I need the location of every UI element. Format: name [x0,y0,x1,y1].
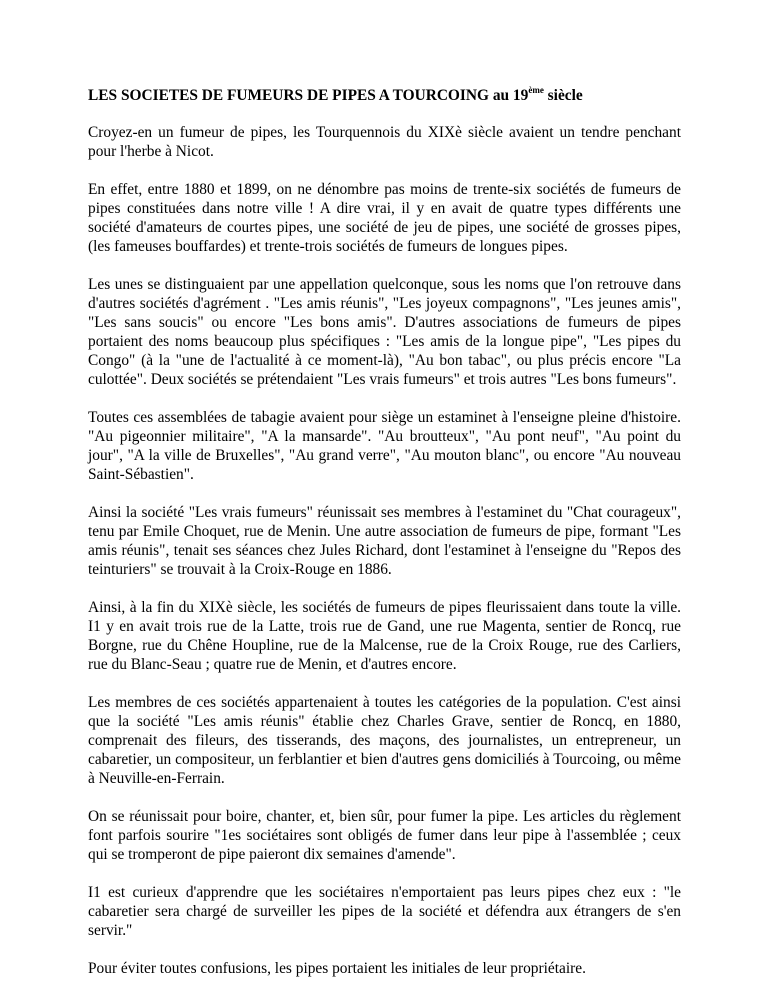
title-tail: siècle [543,87,583,104]
paragraph-locations: Ainsi, à la fin du XIXè siècle, les sociétés de fumeurs de pipes fleurissaient dans toute la ville. I1 y en avait trois rue de la Latte, trois rue de Gand, une rue Magenta, sentier de Roncq, rue Borgne, rue du Chêne Houpline, rue de la Malcense, rue de la Croix Rouge, rue des Carliers, rue du Blanc-Seau ; quatre rue de Menin, et d'autres encore. [88,599,681,673]
paragraph-initials: Pour éviter toutes confusions, les pipes portaient les initiales de leur propriétaire. [88,960,586,977]
document-title [88,86,681,105]
document-page [88,76,681,997]
paragraph-society-names: Les unes se distinguaient par une appellation quelconque, sous les noms que l'on retrouve dans d'autres sociétés d'agrément . "Les amis réunis", "Les joyeux compagnons", "Les jeunes amis", "Les sans soucis" ou encore "Les bons amis". D'autres associations de fumeurs de pipes portaient des noms beaucoup plus spécifiques : "Les amis de la longue pipe", "Les pipes du Congo" (à la "une de l'actualité à ce moment-là), "Au bon tabac", ou plus précis encore "La culottée". Deux sociétés se prétendaient "Les vrais fumeurs" et trois autres "Les bons fumeurs". [88,276,681,388]
paragraph-rules: On se réunissait pour boire, chanter, et, bien sûr, pour fumer la pipe. Les articles du règlement font parfois sourire "1es sociétaires sont obligés de fumer dans leur pipe à l'assemblée ; ceux qui se tromperont de pipe paieront dix semaines d'amende". [88,808,681,863]
paragraph-estaminets: Toutes ces assemblées de tabagie avaient pour siège un estaminet à l'enseigne pleine d'histoire. "Au pigeonnier militaire", "A la mansarde". "Au broutteux", "Au pont neuf", "Au point du jour", "A la ville de Bruxelles", "Au grand verre", "Au mouton blanc", ou encore "Au nouveau Saint-Sébastien". [88,409,681,483]
paragraph-pipe-storage: I1 est curieux d'apprendre que les sociétaires n'emportaient pas leurs pipes chez eux : "le cabaretier sera chargé de surveiller les pipes de la société et défendra aux étrangers de s'en servir." [88,884,681,939]
title-superscript: ème [528,85,544,95]
title-main: LES SOCIETES DE FUMEURS DE PIPES A TOURCOING au 19 [88,87,529,104]
paragraph-societies-count: En effet, entre 1880 et 1899, on ne dénombre pas moins de trente-six sociétés de fumeurs de pipes constituées dans notre ville ! A dire vrai, il y en avait de quatre types différents une société d'amateurs de courtes pipes, une société de jeu de pipes, une société de grosses pipes, (les fameuses bouffardes) et trente-trois sociétés de fumeurs de longues pipes. [88,181,681,255]
paragraph-members: Les membres de ces sociétés appartenaient à toutes les catégories de la population. C'est ainsi que la société "Les amis réunis" établie chez Charles Grave, sentier de Roncq, en 1880, comprenait des fileurs, des tisserands, des maçons, des journalistes, un entrepreneur, un cabaretier, un compositeur, un ferblantier et bien d'autres gens domiciliés à Tourcoing, ou même à Neuville-en-Ferrain. [88,694,681,787]
paragraph-intro: Croyez-en un fumeur de pipes, les Tourquennois du XIXè siècle avaient un tendre penchant pour l'herbe à Nicot. [88,124,681,160]
paragraph-examples: Ainsi la société "Les vrais fumeurs" réunissait ses membres à l'estaminet du "Chat courageux", tenu par Emile Choquet, rue de Menin. Une autre association de fumeurs de pipe, formant "Les amis réunis", tenait ses séances chez Jules Richard, dont l'estaminet à l'enseigne du "Repos des teinturiers" se trouvait à la Croix-Rouge en 1886. [88,504,681,578]
